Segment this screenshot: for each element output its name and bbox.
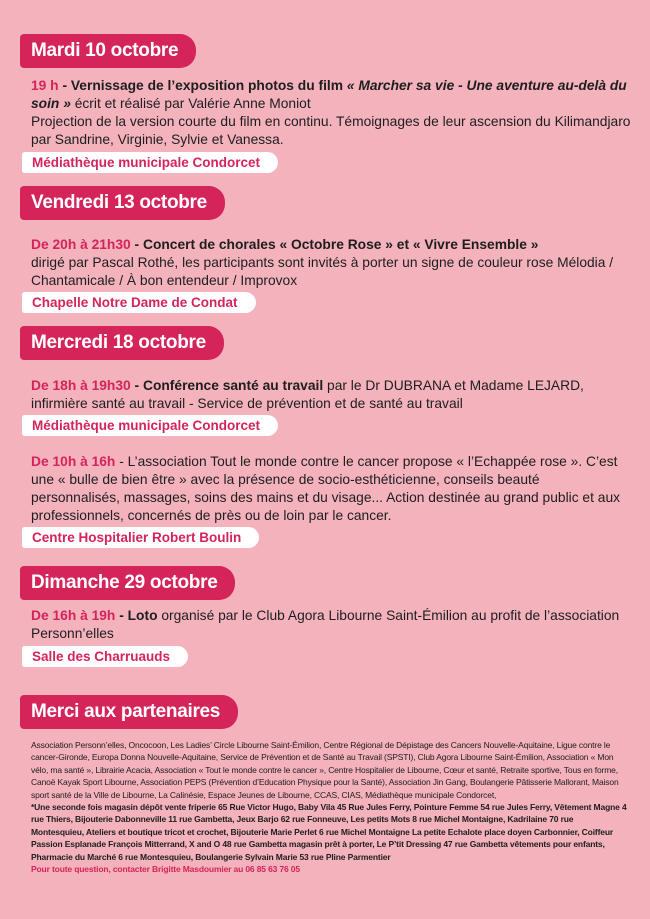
location-badge: Chapelle Notre Dame de Condat — [22, 292, 256, 313]
day-banner-mercredi: Mercredi 18 octobre — [20, 326, 224, 360]
event-description: organisé par le Club Agora Libourne Saint-Émilion au profit de l’association Personn’elles — [31, 608, 620, 641]
event-credit: écrit et réalisé par Valérie Anne Moniot — [70, 96, 311, 111]
shops-list: *Une seconde fois magasin dépôt vente friperie 65 Rue Victor Hugo, Baby Vila 45 Rue Jules Ferry, Pointure Femme 54 rue Jules Ferry, Vêtement Magne 4 rue Thiers, Bijouterie Dabonneville 11 rue Gambetta, Jeux Barjo 62 rue Fonneuve, Les petits Mots 8 rue Michel Montaigne, Kadrilaine 70 rue Montesquieu, Ateliers et boutique tricot et crochet, Bijouterie Marie Perlet 6 rue Michel Montaigne La petite Echalote place doyen Carbonnier, Coiffeur Passion Esplanade François Mitterrand, X and O 48 rue Gambetta magasin prêt à porter, Le P’tit Dressing 47 rue Gambetta vêtements pour enfants, Pharmacie du Marché 6 rue Montesquieu, Boulangerie Sylvain Marie 53 rue Pline Parmentier — [31, 802, 627, 862]
event-description: par le Dr DUBRANA et Madame LEJARD, infirmière santé au travail - Service de prévention et de santé au travail — [31, 378, 584, 411]
event-description: dirigé par Pascal Rothé, les participants sont invités à porter un signe de couleur rose Mélodia / Chantamicale / À bon entendeur / Improvox — [31, 255, 614, 288]
event-description: Projection de la version courte du film en continu. Témoignages de leur ascension du Kilimandjaro par Sandrine, Virginie, Sylvie et Vanessa. — [31, 114, 631, 147]
day-banner-dimanche: Dimanche 29 octobre — [20, 566, 235, 600]
location-badge: Salle des Charruauds — [22, 646, 188, 667]
event-echappee-rose — [31, 453, 631, 525]
event-time: De 16h à 19h — [31, 608, 116, 623]
film-title: « Marcher sa vie - Une aventure au-delà du soin » — [31, 78, 627, 111]
location-badge: Centre Hospitalier Robert Boulin — [22, 527, 259, 548]
partners-list: Association Personn’elles, Oncocoon, Les Ladies’ Circle Libourne Saint-Émilion, Centre Régional de Dépistage des Cancers Nouvelle-Aquitaine, Ligue contre le cancer-Gironde, Europa Donna Nouvelle-Aquitaine, Service de Prévention et de Santé au Travail (SPSTI), Club Agora Libourne Saint-Émilion, Association « Mon vélo, ma santé », Librairie Acacia, Association « Tout le monde contre le cancer », Centre Hospitalier de Libourne, Cœur et santé, Retraite sportive, Tous en forme, Canoë Kayak Sport Libourne, Association PEPS (Prévention d’Education Physique pour la Santé), Association Jin Gang, Boulangerie Pâtisserie Mallorant, Maison sport santé de la Ville de Libourne, La Calinésie, Espace Jeunes de Libourne, CCAS, CIAS, Médiathèque municipale Condorcet, — [31, 740, 619, 800]
event-concert — [31, 236, 631, 290]
location-badge: Médiathèque municipale Condorcet — [22, 152, 278, 173]
partners-heading: Merci aux partenaires — [20, 695, 238, 729]
event-title: - Vernissage de l’exposition photos du film — [58, 78, 347, 93]
event-title: - Conférence santé au travail — [130, 378, 324, 393]
event-time: 19 h — [31, 78, 59, 93]
event-vernissage — [31, 77, 631, 149]
event-time: De 20h à 21h30 — [31, 237, 131, 252]
partners-section — [31, 739, 627, 875]
event-time: De 10h à 16h — [31, 454, 116, 469]
day-banner-vendredi: Vendredi 13 octobre — [20, 186, 225, 220]
contact-line: Pour toute question, contacter Brigitte Masdoumier au 06 85 63 76 05 — [31, 864, 300, 875]
event-description: - L’association Tout le monde contre le cancer propose « l’Echappée rose ». C’est une « bulle de bien être » avec la présence de socio-esthéticienne, conseils beauté personnalisés, massages, soins des mains et du visage... Action destinée au grand public et aux professionnels, concernés de près ou de loin par le cancer. — [31, 454, 621, 523]
event-time: De 18h à 19h30 — [31, 378, 131, 393]
day-banner-mardi: Mardi 10 octobre — [20, 34, 196, 68]
event-title: - Concert de chorales « Octobre Rose » et « Vivre Ensemble » — [130, 237, 539, 252]
event-conference — [31, 377, 631, 413]
event-title: - Loto — [115, 608, 158, 623]
event-loto — [31, 607, 631, 643]
location-badge: Médiathèque municipale Condorcet — [22, 415, 278, 436]
